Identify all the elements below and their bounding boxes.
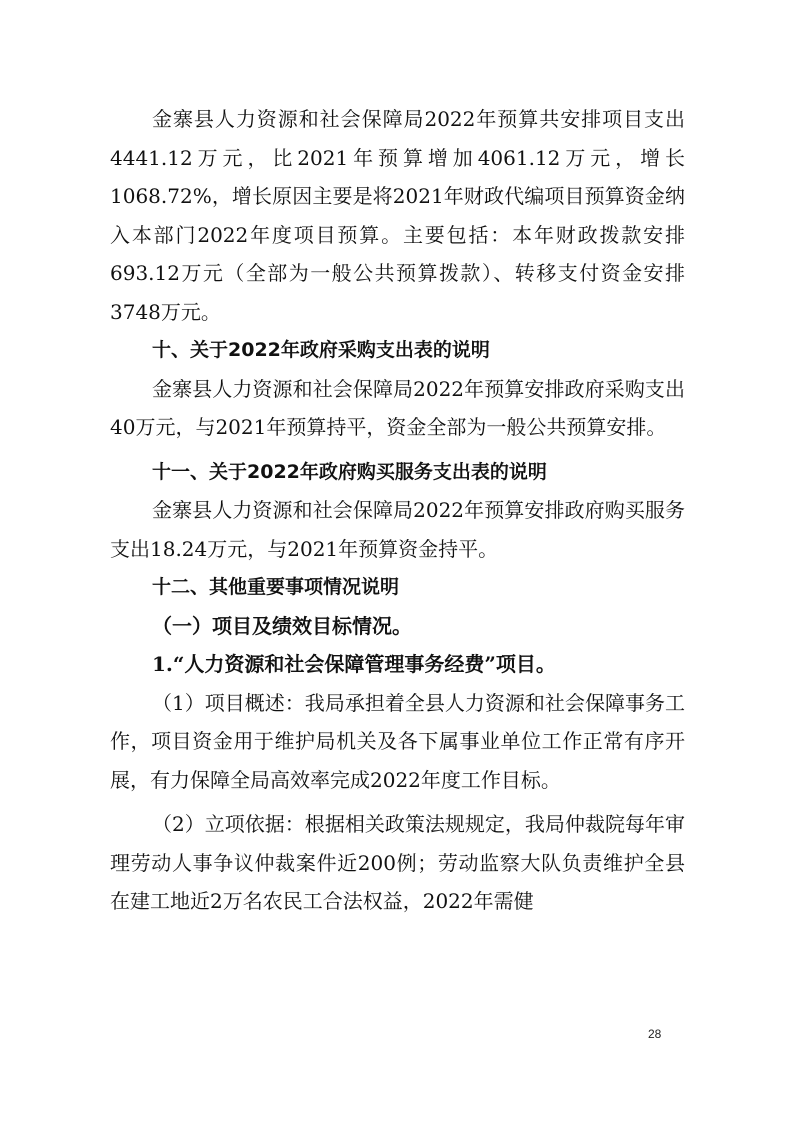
paragraph-project-expenditure: 金寨县人力资源和社会保障局2022年预算共安排项目支出4441.12万元，比2021年预算增加4061.12万元，增长1068.72%，增长原因主要是将2021年财政代编项目预算资金纳入本部门2022年度项目预算。主要包括：本年财政拨款安排693.12万元（全部为一般公共预算拨款）、转移支付资金安排3748万元。	[110, 107, 685, 324]
paragraph-procurement: 金寨县人力资源和社会保障局2022年预算安排政府采购支出40万元，与2021年预算持平，资金全部为一般公共预算安排。	[110, 376, 685, 439]
paragraph-project-overview: （1）项目概述：我局承担着全县人力资源和社会保障事务工作，项目资金用于维护局机关及各下属事业单位工作正常有序开展，有力保障全局高效率完成2022年度工作目标。	[110, 690, 685, 792]
section-heading-12: 十二、其他重要事项情况说明	[152, 576, 400, 598]
document-body	[110, 100, 685, 921]
section-heading-11: 十一、关于2022年政府购买服务支出表的说明	[152, 460, 547, 483]
paragraph-purchase-services: 金寨县人力资源和社会保障局2022年预算安排政府购买服务支出18.24万元，与2021年预算资金持平。	[110, 498, 685, 561]
paragraph-project-basis: （2）立项依据：根据相关政策法规规定，我局仲裁院每年审理劳动人事争议仲裁案件近200例；劳动监察大队负责维护全县在建工地近2万名农民工合法权益，2022年需健	[110, 812, 685, 913]
subheading-item-1: 1.“人力资源和社会保障管理事务经费”项目。	[152, 652, 556, 676]
page-number: 28	[648, 1027, 662, 1041]
subheading-project-goals: （一）项目及绩效目标情况。	[152, 613, 412, 638]
section-heading-10: 十、关于2022年政府采购支出表的说明	[152, 339, 490, 361]
